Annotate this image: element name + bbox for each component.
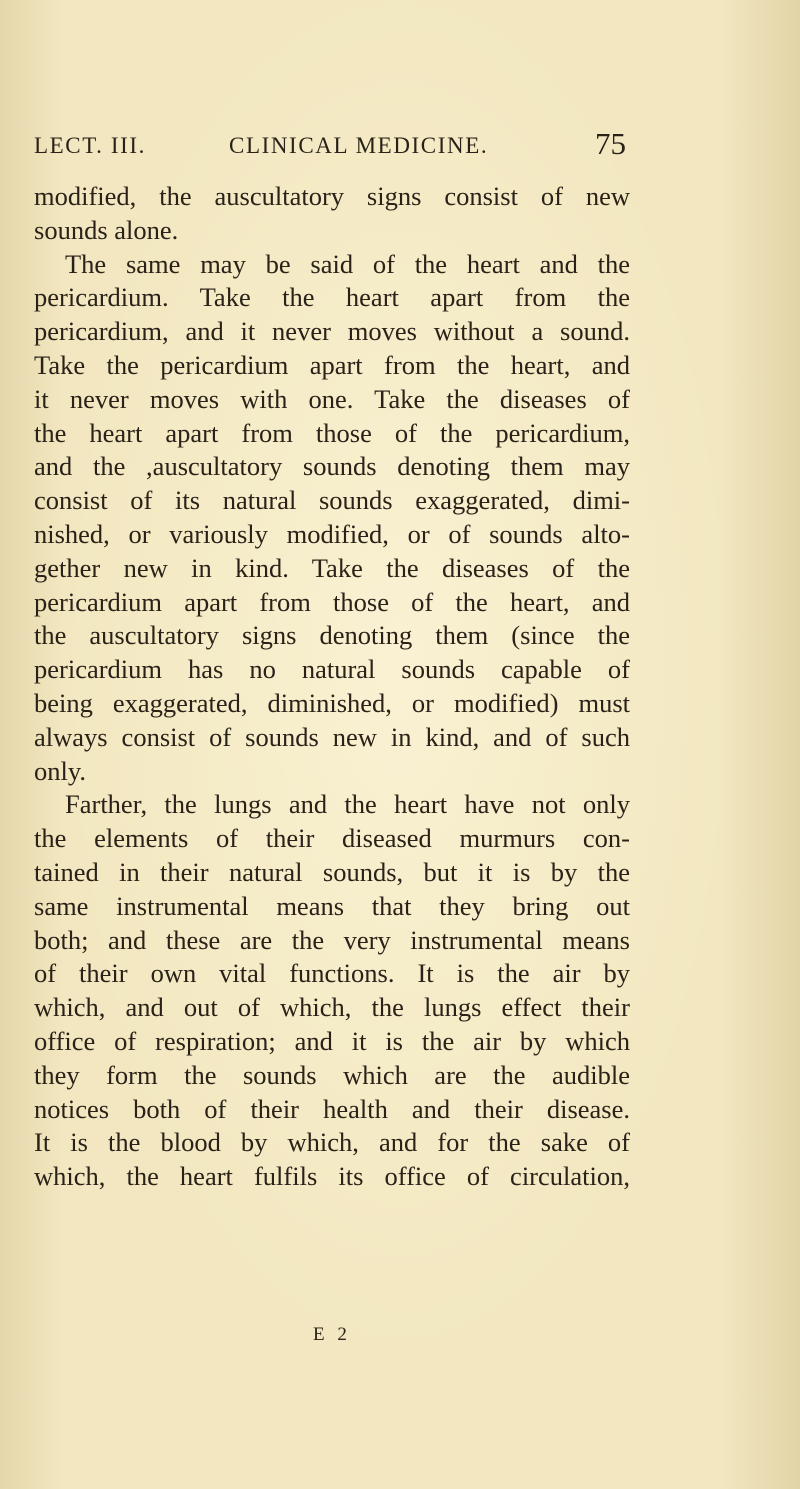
text-line: always consist of sounds new in kind, and of such xyxy=(34,721,630,752)
header-title: CLINICAL MEDICINE. xyxy=(229,133,489,158)
text-line: both; and these are the very instrumental means xyxy=(34,924,630,955)
header-lecture: LECT. III. xyxy=(34,133,147,158)
text-line: office of respiration; and it is the air by which xyxy=(34,1025,630,1056)
text-line: Farther, the lungs and the heart have not only xyxy=(65,789,630,820)
text-line: pericardium. Take the heart apart from the xyxy=(34,282,630,313)
text-line: pericardium has no natural sounds capable of xyxy=(34,654,630,685)
page-number: 75 xyxy=(595,126,626,161)
text-line: which, the heart fulfils its office of circulation, xyxy=(34,1161,630,1192)
text-line: the heart apart from those of the pericardium, xyxy=(34,417,630,448)
text-line: they form the sounds which are the audible xyxy=(34,1059,630,1090)
text-line: The same may be said of the heart and the xyxy=(65,248,630,279)
text-line: the auscultatory signs denoting them (since the xyxy=(34,620,630,651)
text-line: the elements of their diseased murmurs con- xyxy=(34,823,630,854)
text-line: sounds alone. xyxy=(34,214,179,245)
text-line: same instrumental means that they bring out xyxy=(34,890,630,921)
text-line: tained in their natural sounds, but it is by the xyxy=(34,856,630,887)
text-line: notices both of their health and their disease. xyxy=(34,1093,630,1124)
signature-mark: E 2 xyxy=(313,1324,351,1345)
text-line: nished, or variously modified, or of sounds alto- xyxy=(34,518,630,549)
text-line: Take the pericardium apart from the heart, and xyxy=(34,349,630,380)
text-line: It is the blood by which, and for the sake of xyxy=(34,1127,630,1158)
text-line: only. xyxy=(34,755,87,786)
text-line: gether new in kind. Take the diseases of the xyxy=(34,552,630,583)
running-header xyxy=(34,126,626,173)
text-line: pericardium apart from those of the heart, and xyxy=(34,586,630,617)
text-line: and the ,auscultatory sounds denoting them may xyxy=(34,451,630,482)
text-line: it never moves with one. Take the diseases of xyxy=(34,383,630,414)
text-line: which, and out of which, the lungs effect their xyxy=(34,992,630,1023)
text-line: modified, the auscultatory signs consist of new xyxy=(34,181,630,211)
text-line: consist of its natural sounds exaggerated, dimi- xyxy=(34,485,630,516)
text-line: pericardium, and it never moves without a sound. xyxy=(34,316,630,347)
text-line: of their own vital functions. It is the air by xyxy=(34,958,630,989)
body-text xyxy=(34,180,630,1194)
text-line: being exaggerated, diminished, or modified) must xyxy=(34,687,630,718)
